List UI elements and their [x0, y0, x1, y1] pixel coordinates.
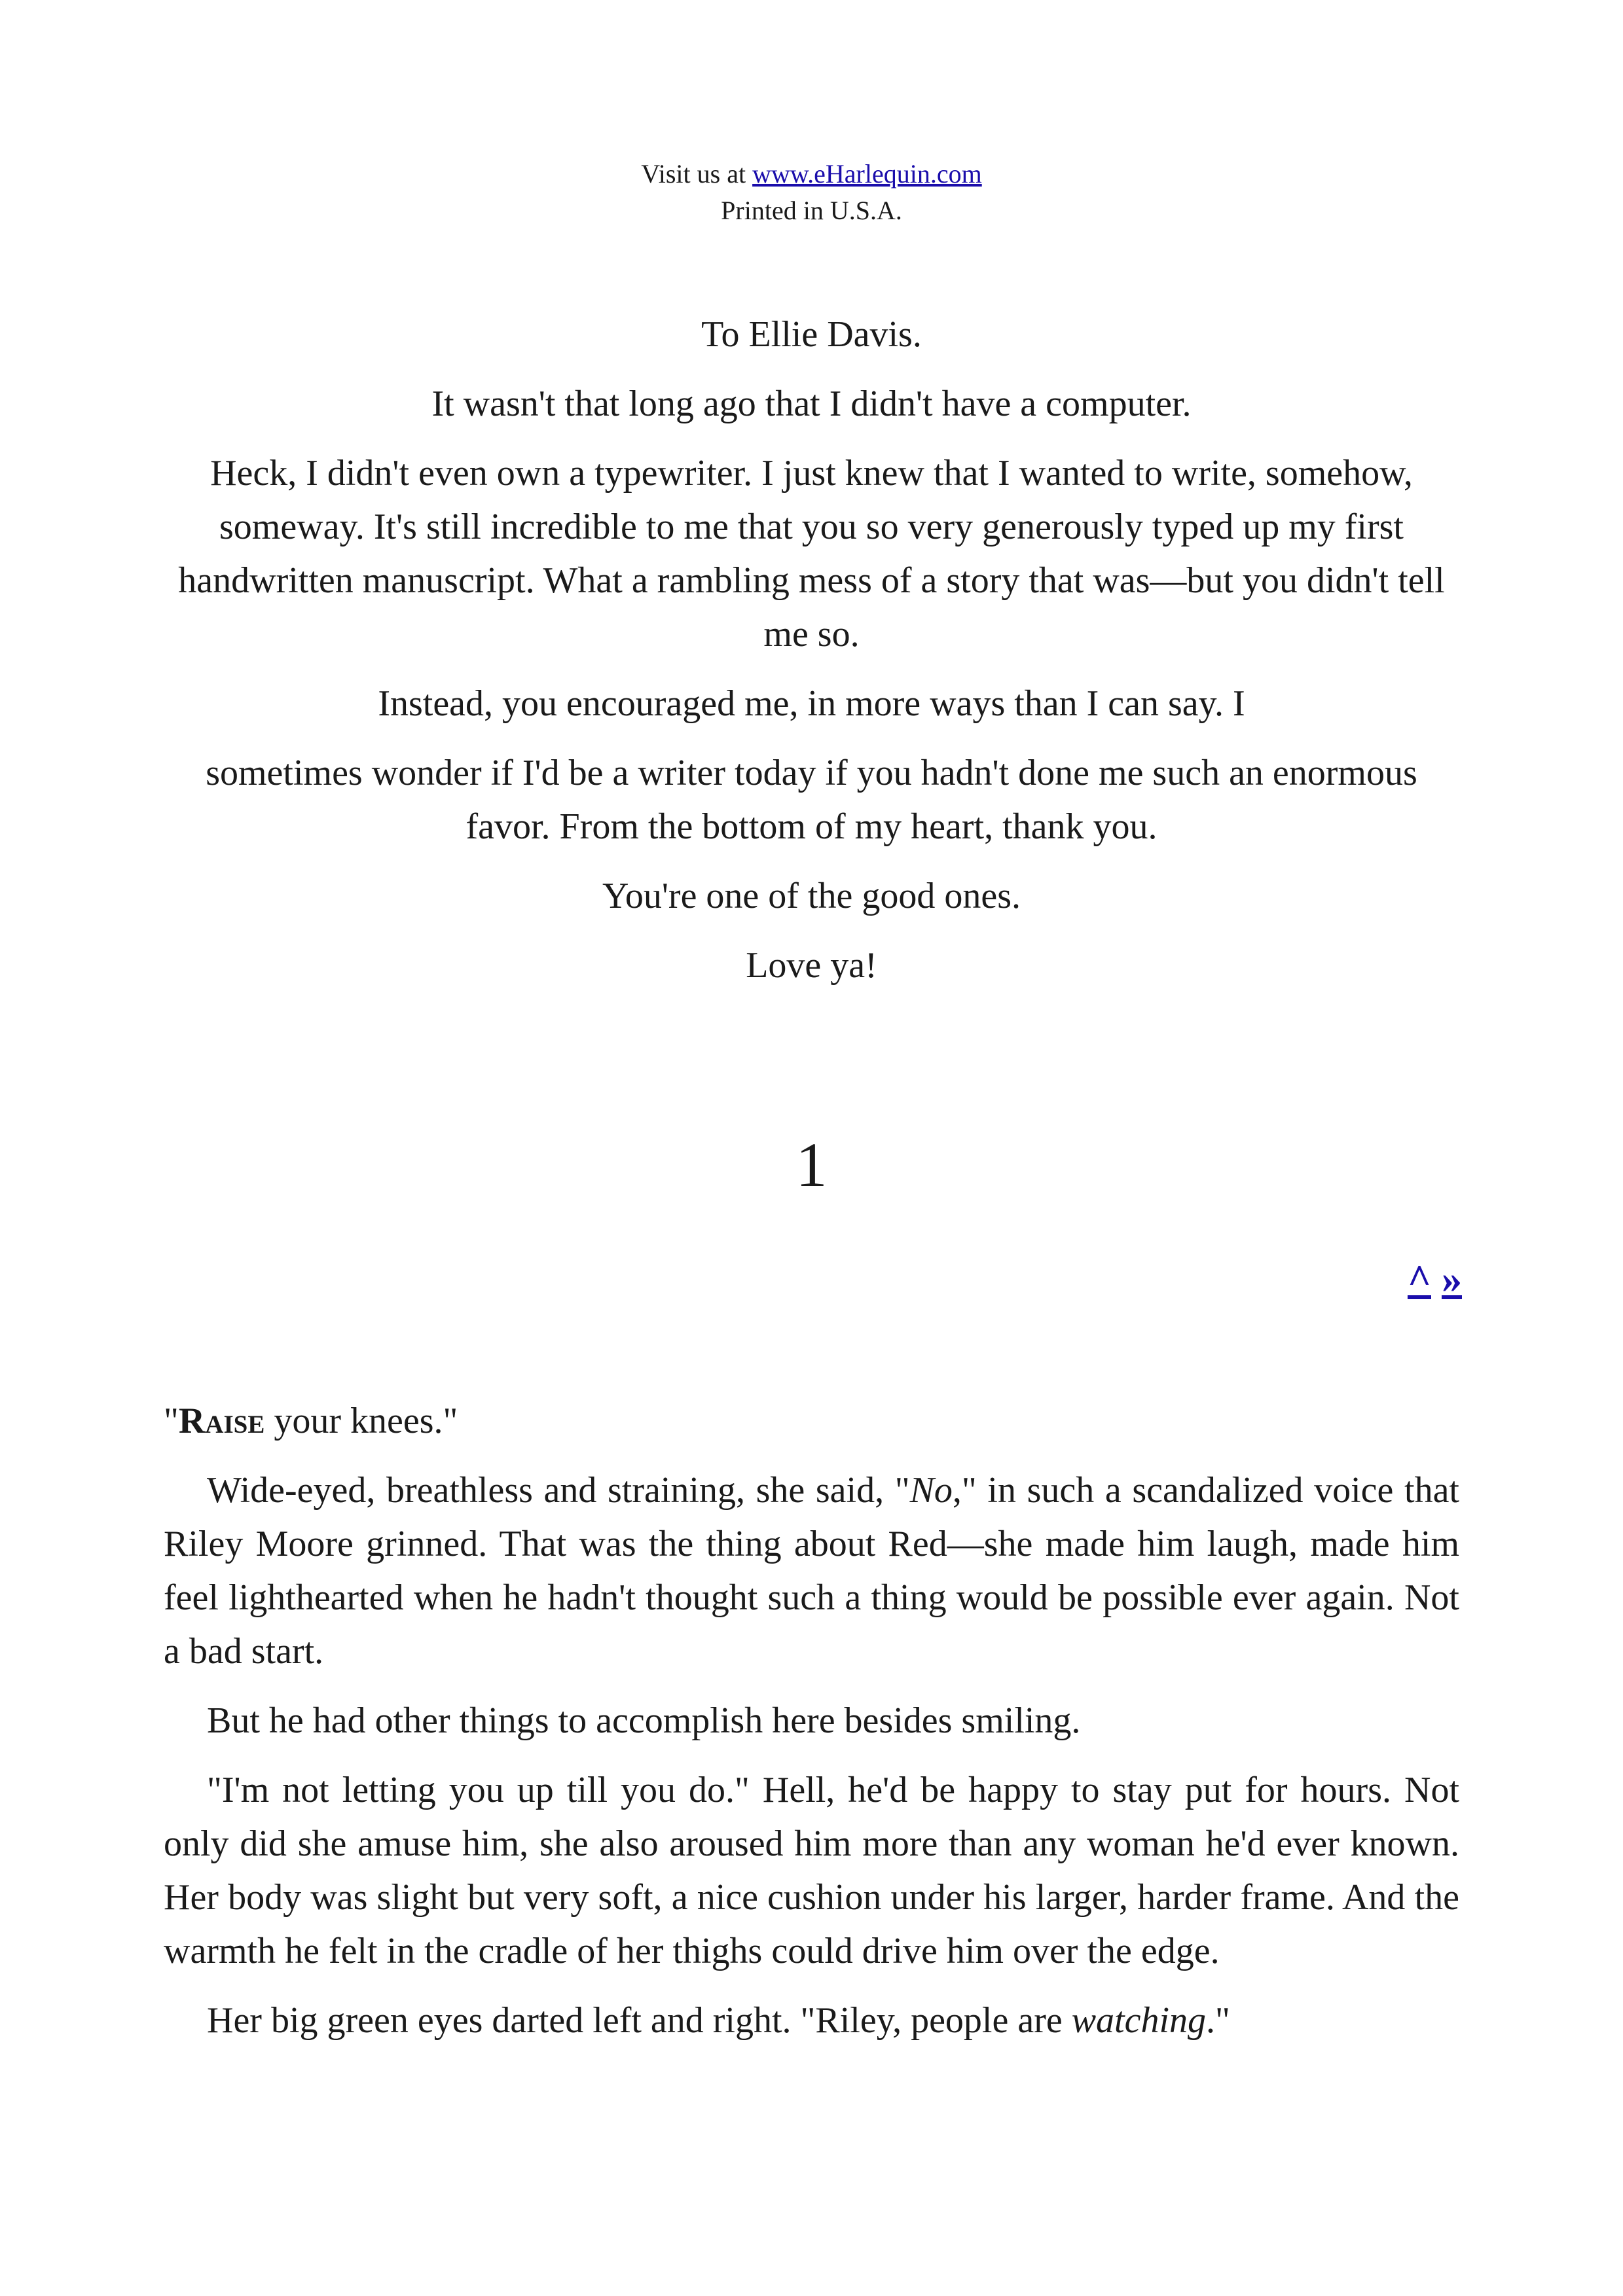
dedication-line: Heck, I didn't even own a typewriter. I just knew that I wanted to write, somehow, someway. It's still incredible to me that you so very generously typed up my first handwritten manuscript. What a rambling mess of a story that was—but you didn't tell me so.: [178, 453, 1445, 655]
chapter-nav: [1397, 1253, 1462, 1306]
dedication-line: Love ya!: [746, 945, 877, 986]
printed-line: Printed in U.S.A.: [721, 196, 902, 225]
open-quote: ": [164, 1401, 179, 1441]
nav-up-link[interactable]: ^: [1407, 1257, 1431, 1302]
dedication-line: You're one of the good ones.: [602, 876, 1021, 916]
dedication: [164, 308, 1459, 1008]
paragraph-text: .": [1206, 2000, 1230, 2041]
emphasis-text: No: [909, 1470, 953, 1511]
imprint: [0, 156, 1623, 229]
drop-word: Raise: [178, 1401, 265, 1441]
emphasis-text: watching: [1071, 2000, 1207, 2041]
paragraph: [164, 1994, 1459, 2047]
visit-prefix: Visit us at: [641, 159, 753, 188]
nav-next-link[interactable]: »: [1442, 1257, 1462, 1302]
paragraph: [164, 1463, 1459, 1678]
dedication-line: To Ellie Davis.: [701, 314, 922, 355]
chapter-number: 1: [795, 1130, 828, 1200]
website-link[interactable]: www.eHarlequin.com: [752, 159, 982, 188]
paragraph: But he had other things to accomplish here besides smiling.: [207, 1700, 1081, 1741]
paragraph: "I'm not letting you up till you do." Hell, he'd be happy to stay put for hours. Not only did she amuse him, she also aroused him more than any woman he'd ever known. Her body was slight but very soft, a nice cushion under his larger, harder frame. And the warmth he felt in the cradle of her thighs could drive him over the edge.: [164, 1770, 1459, 1971]
paragraph-text: ," in such a scandalized voice that Riley Moore grinned. That was the thing about Red—she made him laugh, made him feel lighthearted when he hadn't thought such a thing would be possible ever again. Not a bad start.: [164, 1470, 1459, 1672]
paragraph: [164, 1394, 1459, 1448]
visit-line: [0, 156, 1623, 192]
dedication-line: Instead, you encouraged me, in more ways than I can say. I: [378, 683, 1245, 724]
dedication-line: sometimes wonder if I'd be a writer today if you hadn't done me such an enormous favor. From the bottom of my heart, thank you.: [206, 753, 1417, 847]
paragraph-text: Wide-eyed, breathless and straining, she said, ": [207, 1470, 910, 1511]
paragraph-text: your knees.": [264, 1401, 458, 1441]
paragraph-text: Her big green eyes darted left and right. "Riley, people are: [207, 2000, 1072, 2041]
chapter-body: [164, 1394, 1459, 2063]
dedication-line: It wasn't that long ago that I didn't have a computer.: [431, 384, 1192, 424]
